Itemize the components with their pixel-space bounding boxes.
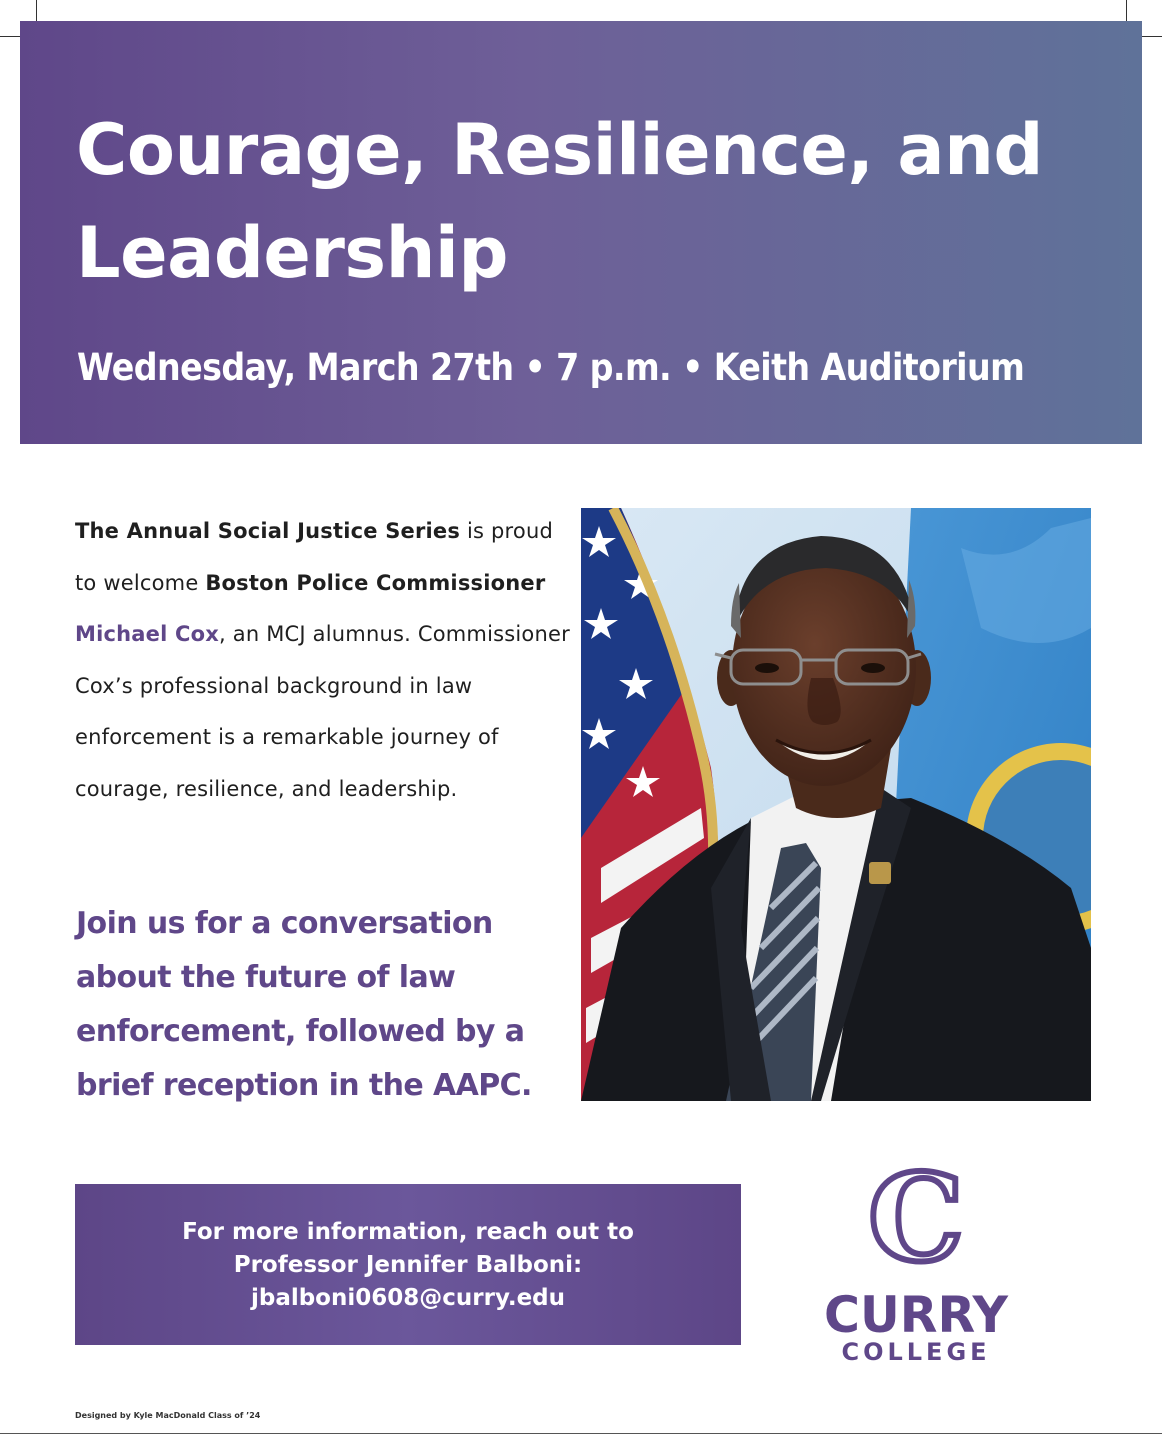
bottom-rule [0, 1433, 1162, 1434]
contact-line-1: For more information, reach out to [182, 1219, 634, 1245]
contact-info-box [75, 1184, 741, 1345]
portrait-illustration [581, 508, 1091, 1101]
header-banner [20, 21, 1142, 444]
designer-credit: Designed by Kyle MacDonald Class of ’24 [75, 1411, 261, 1420]
intro-paragraph [75, 506, 575, 815]
event-title [76, 99, 1116, 305]
logo-letter: C [868, 1160, 964, 1289]
logo-subname: COLLEGE [841, 1338, 991, 1366]
intro-text-1: is proud to welcome [75, 519, 553, 595]
event-title-line-1: Courage, Resilience, and [76, 109, 1044, 191]
curry-college-logo [820, 1160, 1012, 1370]
speaker-name: Michael Cox [75, 622, 220, 646]
event-title-line-2: Leadership [76, 212, 509, 294]
intro-text-2: , an MCJ alumnus. Commissioner Cox’s professional background in law enforcement is a remarkable journey of courage, resilience, and leadership. [75, 622, 570, 801]
contact-line-2: Professor Jennifer Balboni: [233, 1252, 583, 1278]
call-to-action: Join us for a conversation about the future of law enforcement, followed by a brief reception in the AAPC. [76, 906, 532, 1103]
speaker-role: Boston Police Commissioner [205, 570, 546, 595]
speaker-portrait [581, 508, 1091, 1101]
event-details: Wednesday, March 27th • 7 p.m. • Keith Auditorium [77, 346, 1025, 389]
logo-name: CURRY [824, 1286, 1009, 1344]
curry-college-logo-mark [820, 1160, 1012, 1370]
contact-email[interactable]: jbalboni0608@curry.edu [250, 1285, 566, 1311]
series-name: The Annual Social Justice Series [75, 519, 461, 543]
